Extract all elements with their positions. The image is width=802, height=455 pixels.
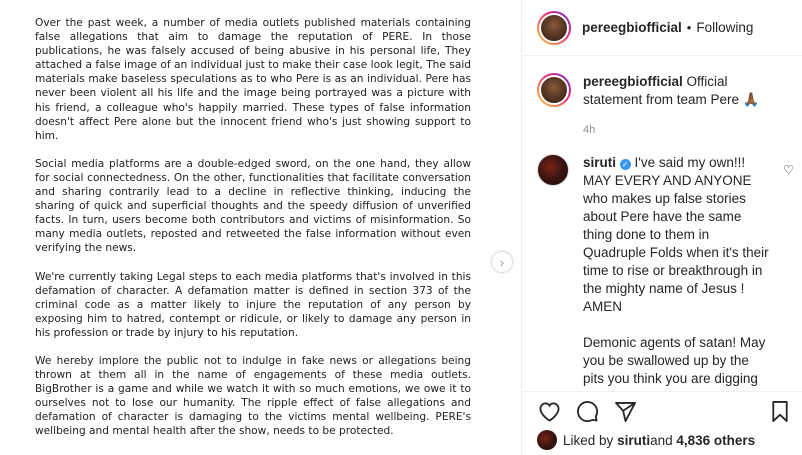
following-button[interactable]: Following [696, 20, 754, 35]
next-arrow-button[interactable] [491, 251, 513, 273]
bookmark-save-icon[interactable] [768, 399, 792, 423]
likes-summary [523, 430, 802, 450]
post-header [523, 0, 802, 56]
comments-list[interactable] [523, 57, 802, 390]
likes-count[interactable]: 4,836 others [676, 432, 756, 448]
header-username[interactable]: pereegbiofficial [582, 20, 682, 35]
action-bar [523, 392, 802, 430]
like-heart-icon[interactable] [537, 399, 561, 423]
avatar-photo [539, 13, 569, 43]
statement-paragraph: Over the past week, a number of media outlets published materials containing false allegations that aim to damage the reputation of PERE. In those publications, he was falsely accused of being abusive in his personal life, They attached a false image of an individual just to make their case look legit, The said materials make baseless speculations as to who Pere is as an individual. Pere has never been violent all his life and the image being portrayed was a picture with his friend, a colleague who's happily married. These types of false information doesn't affect Pere alone but the innocent friend who's just showing support to him. [35, 17, 471, 142]
verified-badge-icon: ✓ [620, 159, 631, 170]
comment-item [523, 139, 802, 390]
statement-paragraph: Social media platforms are a double-edged sword, on the one hand, they allow for social connectedness. On the other, functionalities that facilitate conversation and sharing contrarily lead to a decline in reflective thinking, inducing the sharing of quick and superficial thoughts and the speedy diffusion of unverified facts. In turn, users become both contributors and victims of misinformation. So many media outlets, reposted and retweeted the false information without even verifying the news. [35, 157, 471, 255]
post-time[interactable]: 4h [583, 124, 596, 136]
comment-text: Demonic agents of satan! May you be swallowed up by the pits you think you are digging [583, 335, 766, 386]
post-caption [523, 57, 802, 139]
comment-username[interactable]: siruti [583, 155, 617, 170]
like-comment-heart-icon[interactable]: ♡ [783, 163, 794, 177]
chevron-right-icon: › [499, 254, 505, 270]
likes-prefix: Liked by [563, 432, 614, 448]
comment-avatar[interactable] [537, 154, 569, 186]
post-footer [523, 391, 802, 455]
statement-paragraph: We hereby implore the public not to indulge in fake news or allegations being thrown at them all in the name of engagements of these media outlets. BigBrother is a game and while we watch it with so much emotions, we owe it to ourselves not to lose our humanity. The ripple effect of false allegations and defamation of character is damaging to the victims mental wellbeing. PERE's wellbeing and mental health after the show, needs to be protected. [35, 354, 471, 438]
separator-dot: • [686, 20, 692, 35]
comment-text: I've said my own!!! MAY EVERY AND ANYONE who makes up false stories about Pere have the same thing done to them in Quadruple Folds when it's their time to rise or breakthrough in the mighty name of Jesus ! AMEN [583, 155, 769, 314]
comment-body [583, 154, 773, 390]
avatar[interactable] [537, 11, 571, 45]
share-send-icon[interactable] [613, 399, 637, 423]
liker-username[interactable]: siruti [617, 432, 651, 448]
caption-body [583, 73, 783, 139]
post-side-panel [523, 0, 802, 455]
avatar-photo [539, 75, 569, 105]
caption-text: Official statement from team Pere 🙏🏾 [583, 74, 760, 107]
comment-bubble-icon[interactable] [575, 399, 599, 423]
caption-avatar[interactable] [537, 73, 571, 107]
statement-paragraph: We're currently taking Legal steps to each media platforms that's involved in this defamation of character. A defamation matter is defined in section 373 of the criminal code as a matter likely to injure the reputation of any person by exposing him to hatred, contempt or ridicule, or likely to damage any person in his profession or trade by injury to his reputation. [35, 270, 471, 339]
statement-text [35, 16, 471, 455]
caption-username[interactable]: pereegbiofficial [583, 74, 683, 89]
liker-avatar[interactable] [537, 430, 557, 450]
likes-middle: and [650, 432, 673, 448]
